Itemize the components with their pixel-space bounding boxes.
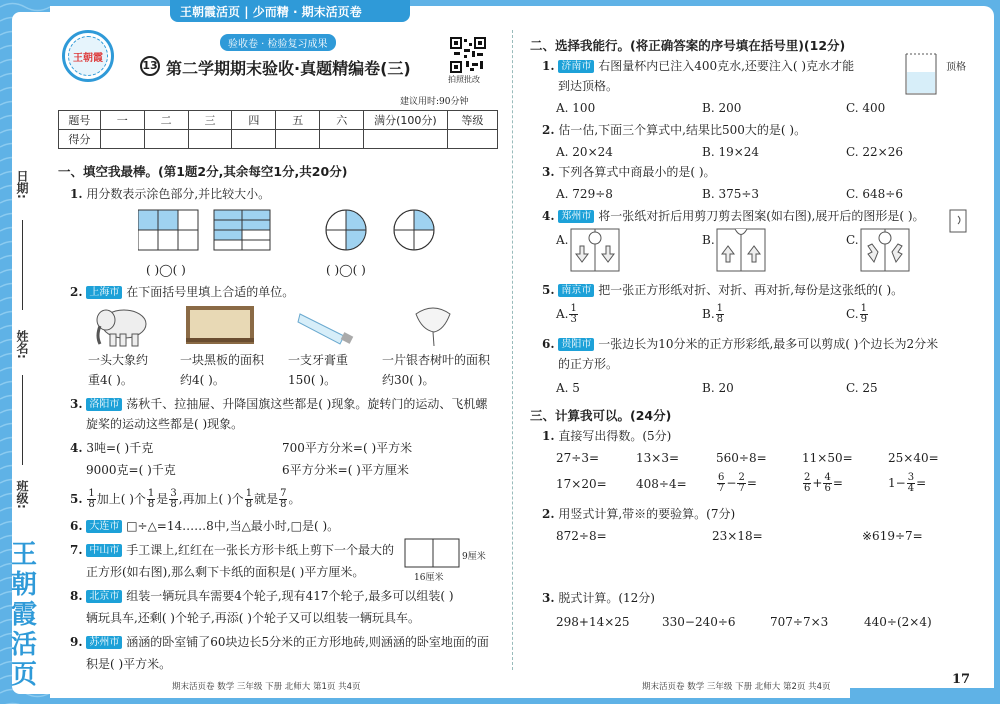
s1-q4a: 4. 3吨=( )千克: [70, 441, 154, 455]
page-title: 第二学期期末验收·真题精编卷(三): [166, 59, 411, 78]
s1-q1-blank-b[interactable]: ( )◯( ): [326, 263, 366, 277]
s2-q4: 4. 郑州市 将一张纸对折后用剪刀剪去图案(如右图),展开后的图形是( )。: [542, 209, 925, 223]
score-table: [58, 110, 498, 149]
s1-q8: 8. 北京市 组装一辆玩具车需要4个轮子,现有417个轮子,最多可以组装( ): [70, 589, 454, 603]
class-label: 班级:: [15, 480, 29, 509]
s1-q7: 7. 中山市 手工课上,红红在一张长方形卡纸上剪下一个最大的: [70, 543, 395, 557]
s2-q1: 1. 济南市 右图量杯内已注入400克水,还要注入( )克水才能: [542, 59, 855, 73]
measuring-cup-icon: [902, 50, 942, 98]
blackboard-icon: [184, 304, 256, 346]
s1-q3: 3. 洛阳市 荡秋千、拉抽屉、升降国旗这些都是( )现象。旋转门的运动、飞机螺: [70, 397, 488, 411]
s1-q5: 5. $\frac{1}{8}$ 加上( )个 $\frac{1}{8}$ 是 $\frac{3}{8}$ ,再加上( )个 $\frac{1}{8}$ 就是 $\frac{7}{8}$ 。: [70, 488, 301, 510]
s2-q3: 3. 下列各算式中商最小的是( )。: [542, 165, 716, 179]
s2-q6: 6. 贵阳市 一张边长为10分米的正方形彩纸,最多可以剪成( )个边长为2分米: [542, 337, 939, 351]
page-number: 17: [952, 672, 971, 687]
rectangle-card-figure: [404, 538, 464, 570]
footer-right: 期末活页卷 数学 三年级 下册 北师大 第2页 共4页: [642, 682, 831, 692]
s2-q5: 5. 南京市 把一张正方形纸对折、对折、再对折,每份是这张纸的( )。: [542, 283, 904, 297]
name-line: [22, 375, 23, 465]
date-line: [22, 220, 23, 310]
toothpaste-icon: [296, 306, 356, 346]
s2-q2: 2. 估一估,下面三个算式中,结果比500大的是( )。: [542, 123, 807, 137]
qr-label: 拍照批改: [448, 75, 480, 84]
logo-badge: 王朝霞: [62, 30, 114, 82]
city-tag: 上海市: [86, 286, 122, 299]
option-b-figure: [716, 228, 766, 272]
footer-left: 期末活页卷 数学 三年级 下册 北师大 第1页 共4页: [172, 682, 361, 692]
score-row-headers: 题号 一 二 三 四 五 六 满分(100分) 等级: [59, 111, 498, 130]
time-note: 建议用时:90分钟: [400, 97, 469, 107]
paper-number: 13: [140, 56, 160, 76]
score-row-values: 得分: [59, 130, 498, 149]
section2-heading: 二、选择我能行。(将正确答案的序号填在括号里)(12分): [530, 38, 846, 53]
s3-q1: 1. 直接写出得数。(5分): [542, 429, 672, 443]
elephant-icon: [92, 304, 154, 348]
fraction-shapes: [138, 208, 448, 254]
s1-q9: 9. 苏州市 涵涵的卧室铺了60块边长5分米的正方形地砖,则涵涵的卧室地面的面: [70, 635, 489, 649]
option-c-figure: [860, 228, 910, 272]
brand-title: 王朝霞活页 | 少而精 · 期末活页卷: [180, 5, 362, 19]
section3-heading: 三、计算我可以。(24分): [530, 408, 672, 423]
name-label: 姓名:: [15, 330, 29, 359]
qr-code-icon[interactable]: [450, 37, 486, 73]
s1-q1: 1. 用分数表示涂色部分,并比较大小。: [70, 187, 271, 201]
s1-q2: 2. 上海市 在下面括号里填上合适的单位。: [70, 285, 295, 299]
s3-q2: 2. 用竖式计算,带※的要验算。(7分): [542, 507, 736, 521]
date-label: 日期:: [15, 170, 29, 199]
s3-q3: 3. 脱式计算。(12分): [542, 591, 655, 605]
brand-vertical: 王 朝 霞 活 页: [10, 540, 37, 690]
sub-badge: 验收卷 · 检验复习成果: [220, 34, 336, 51]
s1-q6: 6. 大连市 □÷△=14……8中,当△最小时,□是( )。: [70, 519, 340, 533]
section1-heading: 一、填空我最棒。(第1题2分,其余每空1分,共20分): [58, 164, 348, 179]
folded-paper-icon: [948, 208, 970, 234]
page-divider: [512, 30, 513, 670]
s1-q1-blank-a[interactable]: ( )◯( ): [146, 263, 186, 277]
ginkgo-leaf-icon: [410, 304, 456, 348]
option-a-figure: [570, 228, 620, 272]
